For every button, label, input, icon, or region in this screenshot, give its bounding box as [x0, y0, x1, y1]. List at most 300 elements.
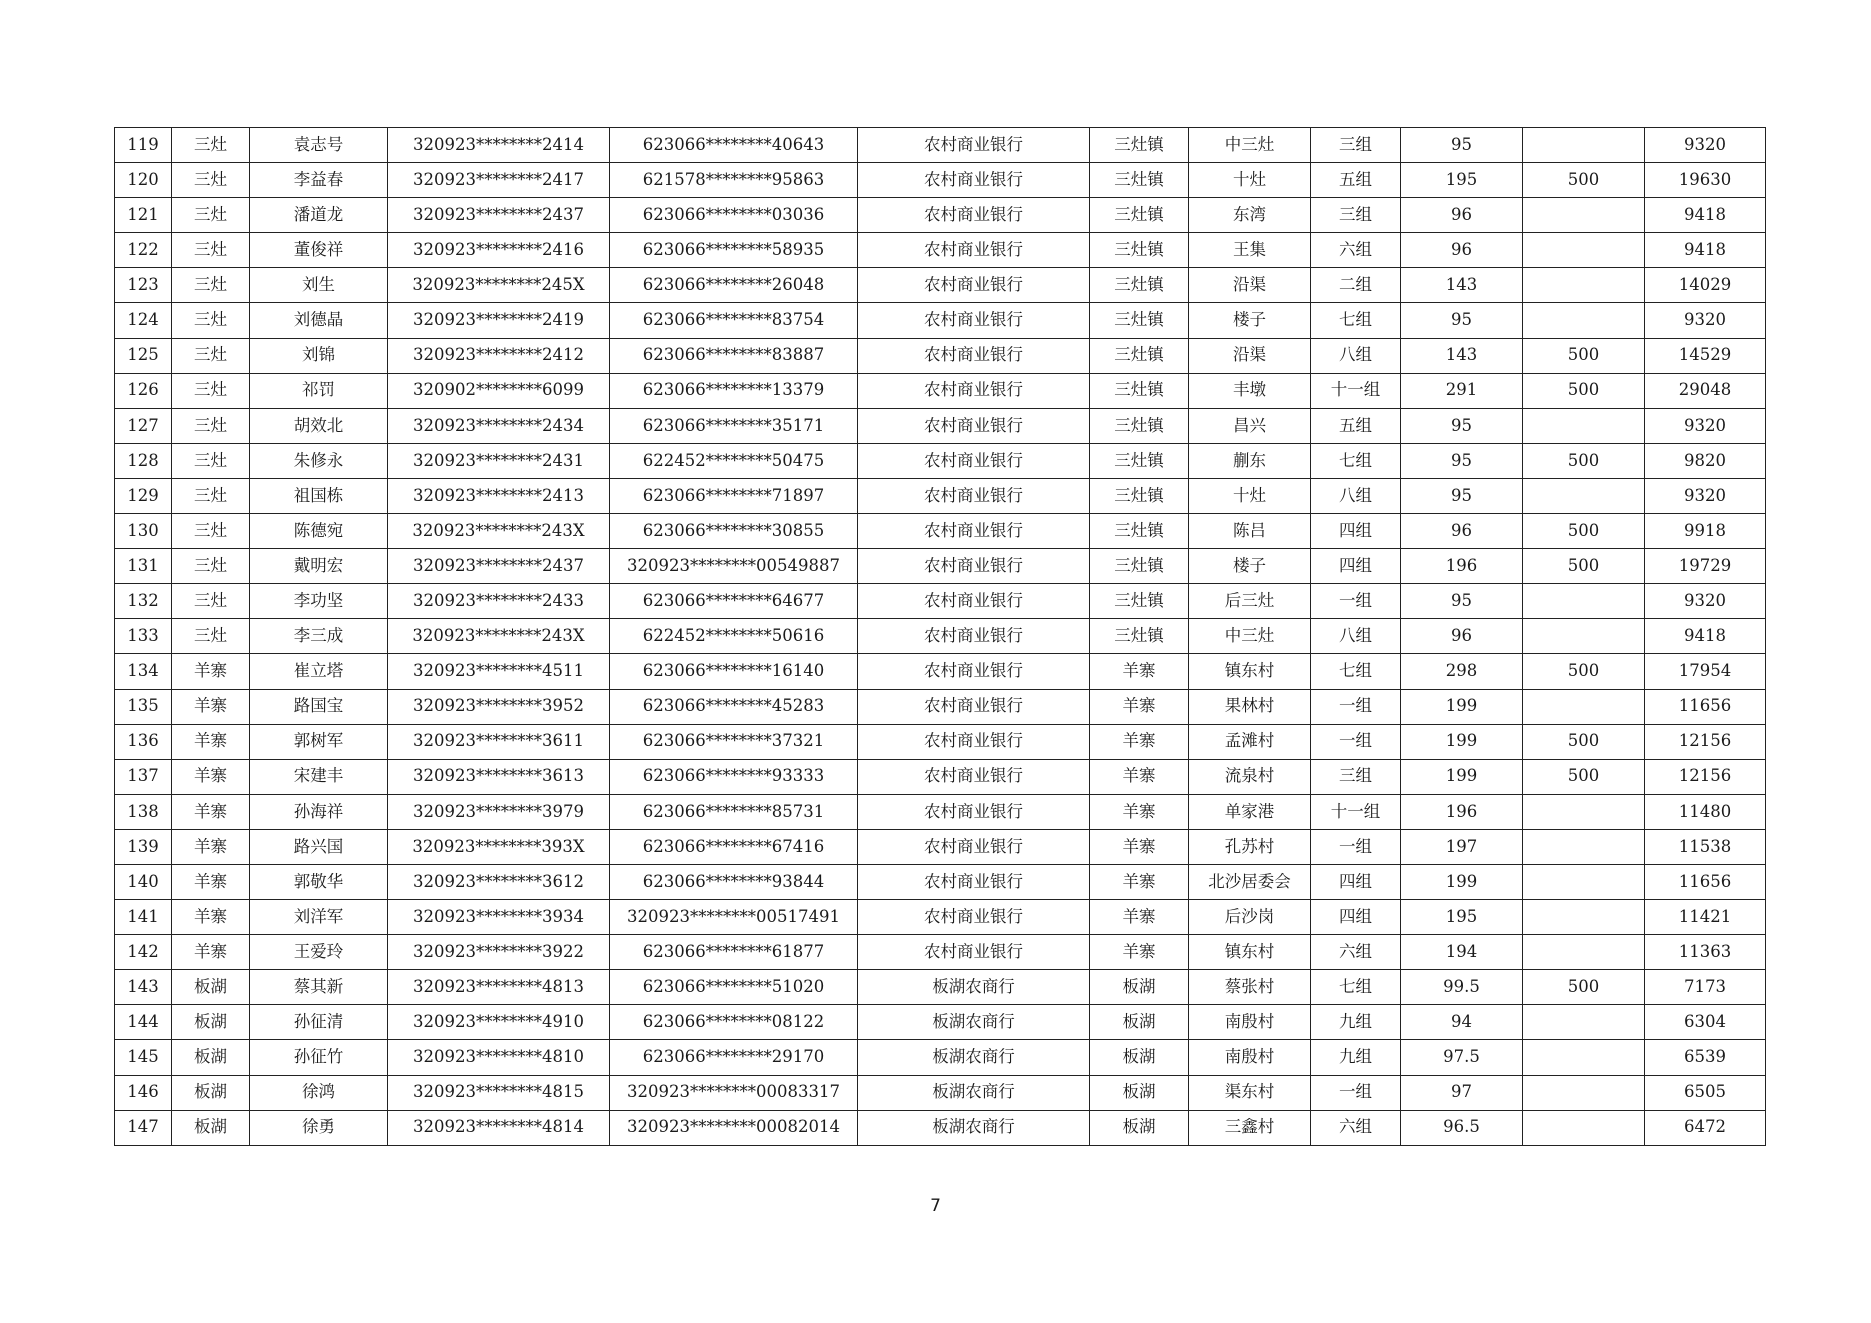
amount-cell: 7173 — [1645, 970, 1766, 1005]
group-cell: 六组 — [1311, 233, 1401, 268]
town-cell: 三灶 — [172, 584, 250, 619]
name-cell: 孙海祥 — [250, 794, 388, 829]
account-number-cell: 623066********85731 — [610, 794, 858, 829]
town-cell: 板湖 — [172, 970, 250, 1005]
name-cell: 祖国栋 — [250, 478, 388, 513]
bank-name-cell: 农村商业银行 — [858, 233, 1090, 268]
subsidy-cell: 500 — [1523, 338, 1645, 373]
quantity-cell: 95 — [1401, 584, 1523, 619]
id-number-cell: 320923********3612 — [388, 864, 610, 899]
bank-name-cell: 农村商业银行 — [858, 338, 1090, 373]
quantity-cell: 95 — [1401, 443, 1523, 478]
table-row — [115, 759, 1766, 794]
id-number-cell: 320923********2431 — [388, 443, 610, 478]
township-cell: 三灶镇 — [1090, 163, 1189, 198]
table-row — [115, 584, 1766, 619]
bank-name-cell: 农村商业银行 — [858, 514, 1090, 549]
quantity-cell: 96.5 — [1401, 1110, 1523, 1145]
id-number-cell: 320923********2433 — [388, 584, 610, 619]
bank-name-cell: 板湖农商行 — [858, 1110, 1090, 1145]
bank-name-cell: 农村商业银行 — [858, 619, 1090, 654]
row-number-cell: 126 — [115, 373, 172, 408]
quantity-cell: 96 — [1401, 619, 1523, 654]
name-cell: 戴明宏 — [250, 549, 388, 584]
township-cell: 板湖 — [1090, 1110, 1189, 1145]
account-number-cell: 623066********03036 — [610, 198, 858, 233]
village-cell: 单家港 — [1189, 794, 1311, 829]
township-cell: 羊寨 — [1090, 829, 1189, 864]
quantity-cell: 199 — [1401, 724, 1523, 759]
account-number-cell: 623066********26048 — [610, 268, 858, 303]
town-cell: 板湖 — [172, 1040, 250, 1075]
group-cell: 三组 — [1311, 128, 1401, 163]
bank-name-cell: 板湖农商行 — [858, 1005, 1090, 1040]
amount-cell: 6304 — [1645, 1005, 1766, 1040]
name-cell: 祁罚 — [250, 373, 388, 408]
table-row — [115, 829, 1766, 864]
subsidy-cell — [1523, 689, 1645, 724]
id-number-cell: 320923********2414 — [388, 128, 610, 163]
records-table — [114, 127, 1766, 1146]
subsidy-cell — [1523, 303, 1645, 338]
town-cell: 三灶 — [172, 303, 250, 338]
group-cell: 三组 — [1311, 198, 1401, 233]
village-cell: 中三灶 — [1189, 128, 1311, 163]
name-cell: 刘德晶 — [250, 303, 388, 338]
village-cell: 流泉村 — [1189, 759, 1311, 794]
amount-cell: 6539 — [1645, 1040, 1766, 1075]
town-cell: 板湖 — [172, 1005, 250, 1040]
table-row — [115, 478, 1766, 513]
row-number-cell: 135 — [115, 689, 172, 724]
amount-cell: 14029 — [1645, 268, 1766, 303]
quantity-cell: 291 — [1401, 373, 1523, 408]
row-number-cell: 133 — [115, 619, 172, 654]
group-cell: 一组 — [1311, 829, 1401, 864]
table-row — [115, 689, 1766, 724]
town-cell: 三灶 — [172, 514, 250, 549]
amount-cell: 11538 — [1645, 829, 1766, 864]
bank-name-cell: 农村商业银行 — [858, 935, 1090, 970]
account-number-cell: 623066********58935 — [610, 233, 858, 268]
account-number-cell: 622452********50475 — [610, 443, 858, 478]
quantity-cell: 197 — [1401, 829, 1523, 864]
town-cell: 三灶 — [172, 619, 250, 654]
subsidy-cell — [1523, 198, 1645, 233]
amount-cell: 9320 — [1645, 584, 1766, 619]
township-cell: 三灶镇 — [1090, 233, 1189, 268]
id-number-cell: 320923********4910 — [388, 1005, 610, 1040]
account-number-cell: 320923********00083317 — [610, 1075, 858, 1110]
row-number-cell: 139 — [115, 829, 172, 864]
village-cell: 蒯东 — [1189, 443, 1311, 478]
township-cell: 三灶镇 — [1090, 373, 1189, 408]
name-cell: 胡效北 — [250, 408, 388, 443]
bank-name-cell: 农村商业银行 — [858, 478, 1090, 513]
town-cell: 三灶 — [172, 163, 250, 198]
account-number-cell: 623066********61877 — [610, 935, 858, 970]
name-cell: 李益春 — [250, 163, 388, 198]
table-row — [115, 900, 1766, 935]
village-cell: 果林村 — [1189, 689, 1311, 724]
bank-name-cell: 农村商业银行 — [858, 443, 1090, 478]
row-number-cell: 134 — [115, 654, 172, 689]
group-cell: 四组 — [1311, 549, 1401, 584]
account-number-cell: 623066********45283 — [610, 689, 858, 724]
name-cell: 郭树军 — [250, 724, 388, 759]
group-cell: 八组 — [1311, 338, 1401, 373]
subsidy-cell — [1523, 268, 1645, 303]
id-number-cell: 320902********6099 — [388, 373, 610, 408]
village-cell: 沿渠 — [1189, 268, 1311, 303]
bank-name-cell: 农村商业银行 — [858, 549, 1090, 584]
township-cell: 三灶镇 — [1090, 584, 1189, 619]
id-number-cell: 320923********2417 — [388, 163, 610, 198]
subsidy-cell: 500 — [1523, 549, 1645, 584]
group-cell: 七组 — [1311, 443, 1401, 478]
row-number-cell: 132 — [115, 584, 172, 619]
township-cell: 羊寨 — [1090, 864, 1189, 899]
quantity-cell: 195 — [1401, 900, 1523, 935]
name-cell: 孙征清 — [250, 1005, 388, 1040]
township-cell: 羊寨 — [1090, 794, 1189, 829]
row-number-cell: 142 — [115, 935, 172, 970]
bank-name-cell: 板湖农商行 — [858, 1075, 1090, 1110]
subsidy-cell — [1523, 1110, 1645, 1145]
table-row — [115, 724, 1766, 759]
account-number-cell: 623066********40643 — [610, 128, 858, 163]
name-cell: 徐鸿 — [250, 1075, 388, 1110]
subsidy-cell — [1523, 408, 1645, 443]
quantity-cell: 96 — [1401, 198, 1523, 233]
village-cell: 王集 — [1189, 233, 1311, 268]
bank-name-cell: 农村商业银行 — [858, 198, 1090, 233]
account-number-cell: 623066********37321 — [610, 724, 858, 759]
subsidy-cell — [1523, 935, 1645, 970]
id-number-cell: 320923********2419 — [388, 303, 610, 338]
village-cell: 楼子 — [1189, 303, 1311, 338]
subsidy-cell: 500 — [1523, 163, 1645, 198]
id-number-cell: 320923********4511 — [388, 654, 610, 689]
subsidy-cell — [1523, 1005, 1645, 1040]
account-number-cell: 623066********16140 — [610, 654, 858, 689]
row-number-cell: 146 — [115, 1075, 172, 1110]
village-cell: 丰墩 — [1189, 373, 1311, 408]
table-row — [115, 619, 1766, 654]
id-number-cell: 320923********2437 — [388, 549, 610, 584]
amount-cell: 11480 — [1645, 794, 1766, 829]
row-number-cell: 122 — [115, 233, 172, 268]
account-number-cell: 623066********83754 — [610, 303, 858, 338]
town-cell: 羊寨 — [172, 654, 250, 689]
town-cell: 三灶 — [172, 549, 250, 584]
name-cell: 李三成 — [250, 619, 388, 654]
group-cell: 一组 — [1311, 1075, 1401, 1110]
bank-name-cell: 农村商业银行 — [858, 724, 1090, 759]
quantity-cell: 194 — [1401, 935, 1523, 970]
quantity-cell: 199 — [1401, 759, 1523, 794]
township-cell: 板湖 — [1090, 1005, 1189, 1040]
quantity-cell: 97 — [1401, 1075, 1523, 1110]
quantity-cell: 96 — [1401, 233, 1523, 268]
id-number-cell: 320923********3934 — [388, 900, 610, 935]
quantity-cell: 96 — [1401, 514, 1523, 549]
account-number-cell: 320923********00549887 — [610, 549, 858, 584]
group-cell: 一组 — [1311, 689, 1401, 724]
village-cell: 后三灶 — [1189, 584, 1311, 619]
quantity-cell: 298 — [1401, 654, 1523, 689]
id-number-cell: 320923********3613 — [388, 759, 610, 794]
name-cell: 袁志号 — [250, 128, 388, 163]
name-cell: 陈德宛 — [250, 514, 388, 549]
account-number-cell: 623066********83887 — [610, 338, 858, 373]
account-number-cell: 320923********00082014 — [610, 1110, 858, 1145]
town-cell: 三灶 — [172, 233, 250, 268]
bank-name-cell: 板湖农商行 — [858, 970, 1090, 1005]
quantity-cell: 143 — [1401, 268, 1523, 303]
group-cell: 六组 — [1311, 935, 1401, 970]
row-number-cell: 147 — [115, 1110, 172, 1145]
quantity-cell: 97.5 — [1401, 1040, 1523, 1075]
row-number-cell: 137 — [115, 759, 172, 794]
table-row — [115, 233, 1766, 268]
town-cell: 三灶 — [172, 198, 250, 233]
table-row — [115, 794, 1766, 829]
account-number-cell: 623066********35171 — [610, 408, 858, 443]
bank-name-cell: 农村商业银行 — [858, 794, 1090, 829]
town-cell: 三灶 — [172, 443, 250, 478]
id-number-cell: 320923********2434 — [388, 408, 610, 443]
bank-name-cell: 农村商业银行 — [858, 900, 1090, 935]
bank-name-cell: 农村商业银行 — [858, 303, 1090, 338]
row-number-cell: 143 — [115, 970, 172, 1005]
table-row — [115, 514, 1766, 549]
quantity-cell: 99.5 — [1401, 970, 1523, 1005]
amount-cell: 14529 — [1645, 338, 1766, 373]
village-cell: 陈吕 — [1189, 514, 1311, 549]
id-number-cell: 320923********393X — [388, 829, 610, 864]
group-cell: 六组 — [1311, 1110, 1401, 1145]
subsidy-cell — [1523, 829, 1645, 864]
group-cell: 四组 — [1311, 900, 1401, 935]
town-cell: 羊寨 — [172, 724, 250, 759]
bank-name-cell: 农村商业银行 — [858, 654, 1090, 689]
row-number-cell: 121 — [115, 198, 172, 233]
township-cell: 羊寨 — [1090, 759, 1189, 794]
name-cell: 路国宝 — [250, 689, 388, 724]
name-cell: 路兴国 — [250, 829, 388, 864]
town-cell: 羊寨 — [172, 864, 250, 899]
account-number-cell: 623066********64677 — [610, 584, 858, 619]
row-number-cell: 138 — [115, 794, 172, 829]
table-row — [115, 654, 1766, 689]
town-cell: 羊寨 — [172, 829, 250, 864]
name-cell: 刘洋军 — [250, 900, 388, 935]
table-row — [115, 970, 1766, 1005]
town-cell: 羊寨 — [172, 935, 250, 970]
village-cell: 北沙居委会 — [1189, 864, 1311, 899]
amount-cell: 9418 — [1645, 619, 1766, 654]
quantity-cell: 95 — [1401, 478, 1523, 513]
quantity-cell: 199 — [1401, 689, 1523, 724]
table-row — [115, 163, 1766, 198]
village-cell: 昌兴 — [1189, 408, 1311, 443]
amount-cell: 11656 — [1645, 689, 1766, 724]
id-number-cell: 320923********2413 — [388, 478, 610, 513]
group-cell: 三组 — [1311, 759, 1401, 794]
amount-cell: 9918 — [1645, 514, 1766, 549]
group-cell: 八组 — [1311, 478, 1401, 513]
township-cell: 板湖 — [1090, 1075, 1189, 1110]
village-cell: 沿渠 — [1189, 338, 1311, 373]
quantity-cell: 94 — [1401, 1005, 1523, 1040]
town-cell: 羊寨 — [172, 794, 250, 829]
township-cell: 三灶镇 — [1090, 443, 1189, 478]
table-row — [115, 373, 1766, 408]
account-number-cell: 623066********93844 — [610, 864, 858, 899]
account-number-cell: 621578********95863 — [610, 163, 858, 198]
village-cell: 三鑫村 — [1189, 1110, 1311, 1145]
table-row — [115, 128, 1766, 163]
subsidy-cell — [1523, 1075, 1645, 1110]
township-cell: 三灶镇 — [1090, 619, 1189, 654]
subsidy-cell: 500 — [1523, 373, 1645, 408]
name-cell: 李功坚 — [250, 584, 388, 619]
town-cell: 板湖 — [172, 1075, 250, 1110]
township-cell: 三灶镇 — [1090, 198, 1189, 233]
account-number-cell: 622452********50616 — [610, 619, 858, 654]
id-number-cell: 320923********3979 — [388, 794, 610, 829]
account-number-cell: 623066********30855 — [610, 514, 858, 549]
township-cell: 羊寨 — [1090, 654, 1189, 689]
amount-cell: 9820 — [1645, 443, 1766, 478]
township-cell: 三灶镇 — [1090, 268, 1189, 303]
account-number-cell: 623066********13379 — [610, 373, 858, 408]
subsidy-cell: 500 — [1523, 443, 1645, 478]
table-row — [115, 1075, 1766, 1110]
subsidy-cell — [1523, 478, 1645, 513]
subsidy-cell — [1523, 128, 1645, 163]
account-number-cell: 623066********29170 — [610, 1040, 858, 1075]
township-cell: 三灶镇 — [1090, 303, 1189, 338]
subsidy-cell: 500 — [1523, 724, 1645, 759]
amount-cell: 12156 — [1645, 759, 1766, 794]
table-row — [115, 549, 1766, 584]
id-number-cell: 320923********243X — [388, 619, 610, 654]
row-number-cell: 119 — [115, 128, 172, 163]
village-cell: 后沙岗 — [1189, 900, 1311, 935]
village-cell: 南殷村 — [1189, 1005, 1311, 1040]
amount-cell: 19630 — [1645, 163, 1766, 198]
amount-cell: 9320 — [1645, 478, 1766, 513]
amount-cell: 6505 — [1645, 1075, 1766, 1110]
group-cell: 十一组 — [1311, 794, 1401, 829]
quantity-cell: 143 — [1401, 338, 1523, 373]
township-cell: 板湖 — [1090, 1040, 1189, 1075]
amount-cell: 29048 — [1645, 373, 1766, 408]
town-cell: 羊寨 — [172, 689, 250, 724]
amount-cell: 11363 — [1645, 935, 1766, 970]
id-number-cell: 320923********2412 — [388, 338, 610, 373]
id-number-cell: 320923********245X — [388, 268, 610, 303]
id-number-cell: 320923********2437 — [388, 198, 610, 233]
quantity-cell: 199 — [1401, 864, 1523, 899]
id-number-cell: 320923********4814 — [388, 1110, 610, 1145]
amount-cell: 9320 — [1645, 128, 1766, 163]
amount-cell: 6472 — [1645, 1110, 1766, 1145]
id-number-cell: 320923********243X — [388, 514, 610, 549]
village-cell: 十灶 — [1189, 478, 1311, 513]
village-cell: 镇东村 — [1189, 654, 1311, 689]
account-number-cell: 623066********08122 — [610, 1005, 858, 1040]
village-cell: 十灶 — [1189, 163, 1311, 198]
table-row — [115, 338, 1766, 373]
table-row — [115, 864, 1766, 899]
town-cell: 三灶 — [172, 408, 250, 443]
id-number-cell: 320923********2416 — [388, 233, 610, 268]
subsidy-cell — [1523, 1040, 1645, 1075]
town-cell: 三灶 — [172, 338, 250, 373]
name-cell: 潘道龙 — [250, 198, 388, 233]
amount-cell: 19729 — [1645, 549, 1766, 584]
table-row — [115, 443, 1766, 478]
group-cell: 八组 — [1311, 619, 1401, 654]
subsidy-cell — [1523, 794, 1645, 829]
amount-cell: 11421 — [1645, 900, 1766, 935]
township-cell: 三灶镇 — [1090, 128, 1189, 163]
row-number-cell: 123 — [115, 268, 172, 303]
quantity-cell: 95 — [1401, 408, 1523, 443]
village-cell: 中三灶 — [1189, 619, 1311, 654]
group-cell: 五组 — [1311, 163, 1401, 198]
town-cell: 三灶 — [172, 128, 250, 163]
account-number-cell: 623066********93333 — [610, 759, 858, 794]
bank-name-cell: 农村商业银行 — [858, 829, 1090, 864]
account-number-cell: 623066********67416 — [610, 829, 858, 864]
account-number-cell: 623066********71897 — [610, 478, 858, 513]
name-cell: 董俊祥 — [250, 233, 388, 268]
page-number: 7 — [930, 1196, 941, 1216]
name-cell: 孙征竹 — [250, 1040, 388, 1075]
name-cell: 徐勇 — [250, 1110, 388, 1145]
table-row — [115, 408, 1766, 443]
name-cell: 郭敬华 — [250, 864, 388, 899]
village-cell: 孔苏村 — [1189, 829, 1311, 864]
township-cell: 三灶镇 — [1090, 549, 1189, 584]
name-cell: 刘锦 — [250, 338, 388, 373]
village-cell: 镇东村 — [1189, 935, 1311, 970]
group-cell: 五组 — [1311, 408, 1401, 443]
row-number-cell: 130 — [115, 514, 172, 549]
bank-name-cell: 农村商业银行 — [858, 408, 1090, 443]
bank-name-cell: 农村商业银行 — [858, 689, 1090, 724]
name-cell: 王爱玲 — [250, 935, 388, 970]
township-cell: 羊寨 — [1090, 900, 1189, 935]
table-row — [115, 1005, 1766, 1040]
row-number-cell: 124 — [115, 303, 172, 338]
town-cell: 羊寨 — [172, 759, 250, 794]
group-cell: 一组 — [1311, 724, 1401, 759]
row-number-cell: 127 — [115, 408, 172, 443]
name-cell: 崔立塔 — [250, 654, 388, 689]
village-cell: 蔡张村 — [1189, 970, 1311, 1005]
town-cell: 三灶 — [172, 478, 250, 513]
id-number-cell: 320923********3611 — [388, 724, 610, 759]
subsidy-cell: 500 — [1523, 514, 1645, 549]
bank-name-cell: 农村商业银行 — [858, 268, 1090, 303]
group-cell: 七组 — [1311, 303, 1401, 338]
town-cell: 三灶 — [172, 268, 250, 303]
